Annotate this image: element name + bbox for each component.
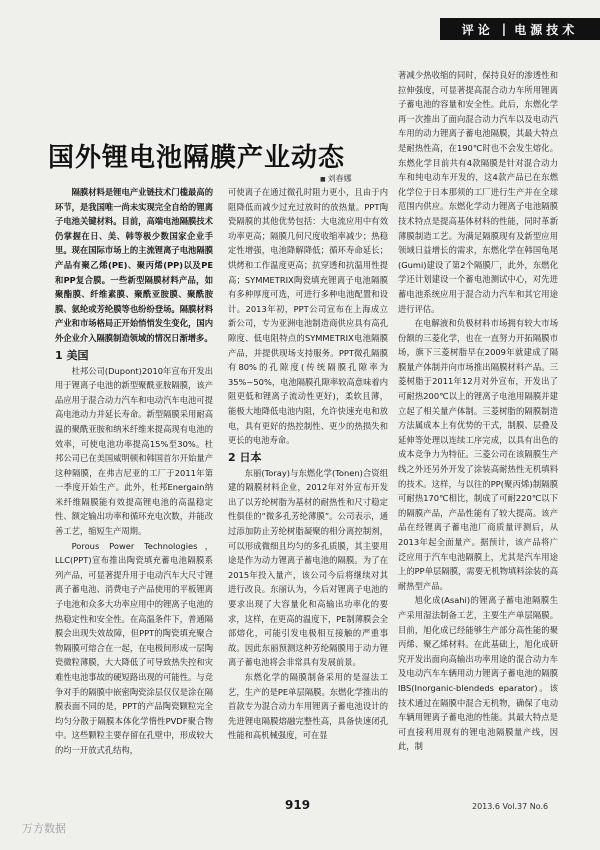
paragraph-mitsubishi: 在电解液和负极材料市场拥有较大市场份额的三菱化学，也在一直努力开拓隔膜市场，旗下三菱树脂早在2009年就建成了隔膜量产体制并向市场推出隔膜材料产品。三菱树脂于2011年12月对外宣布，开发出了可耐热200℃以上的锂离子电池用隔膜并建立起了相关量产体制。三菱树脂的隔膜制造方法属成本上有优势的干式，制膜、层叠及延伸等处理以连续工序完成，以具有出色的成本竞争力为特征。三菱公司在该隔膜生产线之外还另外开发了涂装高耐热性无机填料的技术。这样，与以往的PP(聚丙烯)制隔膜可耐热170℃相比，制成了可耐220℃以下的隔膜产品，产品性能有了较大提高。该产品在经锂离子蓄电池厂商质量评测后，从2013年起全面量产。据预计，该产品将广泛应用于汽车电池隔膜上，尤其是汽车用途上的PP单层隔膜，需要无机物填料涂装的高耐热型产品。 — [398, 318, 558, 591]
header-column: 电源技术 — [514, 22, 579, 37]
paragraph-asahi: 旭化成(Asahi)的锂离子蓄电池隔膜生产采用湿法制备工艺，主要生产单层隔膜。目前，旭化成已经能够生产部分高性能的聚丙烯、聚乙烯材料。在此基础上，旭化成研究开发出面向高输出功率用途的混合动力车及电动汽车车辆用动力锂离子蓄电池的隔膜IBS(Inorganic-blendeds eparator)。该技术通过在隔膜中混合无机物，确保了电动车辆用锂离子蓄电池的性能。其最大特点是可直接利用现有的锂电池隔膜量产线，因此，制 — [398, 595, 558, 752]
text-column-3 — [398, 68, 558, 754]
paragraph-tonen: 东燃化学的隔膜制备采用的是湿法工艺，生产的是PE单层隔膜。东燃化学推出的首款专为混合动力车用锂离子蓄电池设计的先进锂电隔膜熔融完整性高，具备快速闭孔性能和高机械强度，可在显 — [228, 672, 388, 741]
paragraph-dupont: 杜邦公司(Dupont)2010年宣布开发出用于锂离子电池的新型聚酰亚胺隔膜，该产品应用于混合动力汽车和电动汽车电池可提高电池动力并延长寿命。新型隔膜采用耐高温的聚酰亚胺和纳米纤维来提高现有电池的效率，可使电池功率提高15%至30%。杜邦公司已在美国威明顿和韩国首尔开始量产这种隔膜，在弗吉尼亚的工厂于2011年第一季度开始生产。此外，杜邦Energain纳米纤维隔膜能有效提高锂电池的高温稳定性、额定输出功率和循环充电次数，并能改善工艺，缩短生产周期。 — [55, 365, 213, 537]
watermark: 万方数据 — [22, 822, 66, 835]
header-band — [440, 18, 600, 40]
paragraph-tonen-continued: 著减少热收缩的同时，保持良好的渗透性和拉伸强度，可显著提高混合动力车所用锂离子蓄电池的容量和安全性。此后，东燃化学再一次推出了面向混合动力汽车以及电动汽车用的动力锂离子蓄电池隔膜，其最大特点是耐热性高，在190℃时也不会发生熔化。东燃化学目前共有4款隔膜是针对混合动力车和纯电动车开发的，这4款产品已在东燃化学位于日本那须的工厂进行生产并在全球范围内供应。东燃化学动力锂离子电池隔膜技术特点是提高基体材料的性能，同时革新薄膜制造工艺。为满足隔膜现有及新型应用领域日益增长的需求，东燃化学在韩国龟尾(Gumi)建设了第2个隔膜厂，此外，东燃化学还计划建设一个蓄电池测试中心，对先进蓄电池系统应用于混合动力汽车和其它用途进行评估。 — [398, 70, 558, 314]
header-separator: | — [501, 22, 507, 36]
paragraph-ppt-continued: 可使离子在通过微孔时阻力更小，且由于内阻降低而减少过充过放时的放热量。PPT陶瓷隔膜的其他优势包括：大电流应用中有效功率更高；隔膜几何尺度收缩率减少；热稳定性增强，电池降解降低；循环寿命延长；烘烤和工作温度更高；抗穿透和抗温用性提高；SYMMETRIX陶瓷填充锂离子电池隔膜有多种厚度可选，可进行多种电池配置和设计。2013年初，PPT公司宣布在上海成立新公司，专为亚洲电池制造商供应具有高孔隙度、低电阻特点的SYMMETRIX电池隔膜产品，并提供现场支持服务。PPT微孔隔膜有80%的孔隙度(传统隔膜孔隙率为35%~50%，电池隔膜孔隙率较高意味着内阻更低和锂离子流动性更好)，柔软且薄，能极大地降低电池内阻，允许快速充电和放电，具有更好的热控制性、更少的热损失和更长的电池寿命。 — [228, 187, 388, 446]
abstract-paragraph: 隔膜材料是锂电产业链技术门槛最高的环节，是我国唯一尚未实现完全自给的锂离子电池关键材料。目前，高端电池隔膜技术仍掌握在日、美、韩等极少数国家企业手里。现在国际市场上的主流锂离子电池隔膜产品有聚乙烯(PE)、聚丙烯(PP)以及PE和PP复合膜。一些新型隔膜材料产品，如聚酯膜、纤维素膜、聚酰亚胺膜、聚酰胺膜、氨纶或芳纶膜等也纷纷登场。隔膜材料产业和市场格局正开始悄悄发生变化，国内外企业介入隔膜制造领域的情况日渐增多。 — [55, 187, 213, 343]
section-heading-usa: 1 美国 — [55, 348, 89, 362]
article-title: 国外锂电池隔膜产业动态 — [48, 143, 346, 173]
header-section: 评论 — [461, 22, 494, 37]
paragraph-ppt: Porous Power Technologies，LLC(PPT)宣布推出陶瓷填充蓄电池隔膜系列产品，可显著提升用于电动汽车大尺寸锂离子蓄电池、消费电子产品使用的平板锂离子电池和众多大功率应用中的锂离子电池的热稳定性和安全性。在高温条件下，普通隔膜会出现失效故障，但PPT的陶瓷填充聚合物隔膜可熔合在一起，在电极间形成一层陶瓷微粒薄膜，大大降低了可导致热失控和灾难性电池事故的硬短路出现的可能性。与竞争对手的隔膜中嵌密陶瓷涂层仅仅是涂在隔膜表面不同的是，PPT的产品陶瓷颗粒完全均匀分散于隔膜本体化学惰性PVDF聚合物中。这些颗粒主要存留在孔壁中，形成较大的均一开放式孔结构， — [55, 540, 213, 755]
issue-info: 2013.6 Vol.37 No.6 — [472, 802, 549, 811]
paragraph-toray: 东丽(Toray)与东燃化学(Tonen)合资组建的隔膜材料企业，2012年对外宣布开发出了以芳纶树脂为基材的耐热性和尺寸稳定性俱佳的“微多孔芳纶薄膜”。公司表示，通过添加防止芳纶树脂凝聚的相分离控制剂，可以形成微细且均匀的多孔质膜，其主要用途是作为动力锂离子蓄电池的隔膜。为了在2015年投入量产，该公司今后将继续对其进行改良。东丽认为，今后对锂离子电池的要求出现了大容量化和高输出功率化的要求，这样，在更高的温度下，PE制薄膜会全部熔化，可能引发电极相互接触的严重事故。因此东丽预测这种芳纶隔膜用于动力锂离子蓄电池将会非常具有发展前景。 — [228, 467, 388, 668]
text-column-2 — [228, 185, 388, 743]
section-heading-japan: 2 日本 — [228, 450, 262, 464]
article-author: ■ 刘春娜 — [320, 173, 352, 184]
text-column-1 — [55, 185, 213, 758]
page-number: 919 — [285, 798, 311, 812]
